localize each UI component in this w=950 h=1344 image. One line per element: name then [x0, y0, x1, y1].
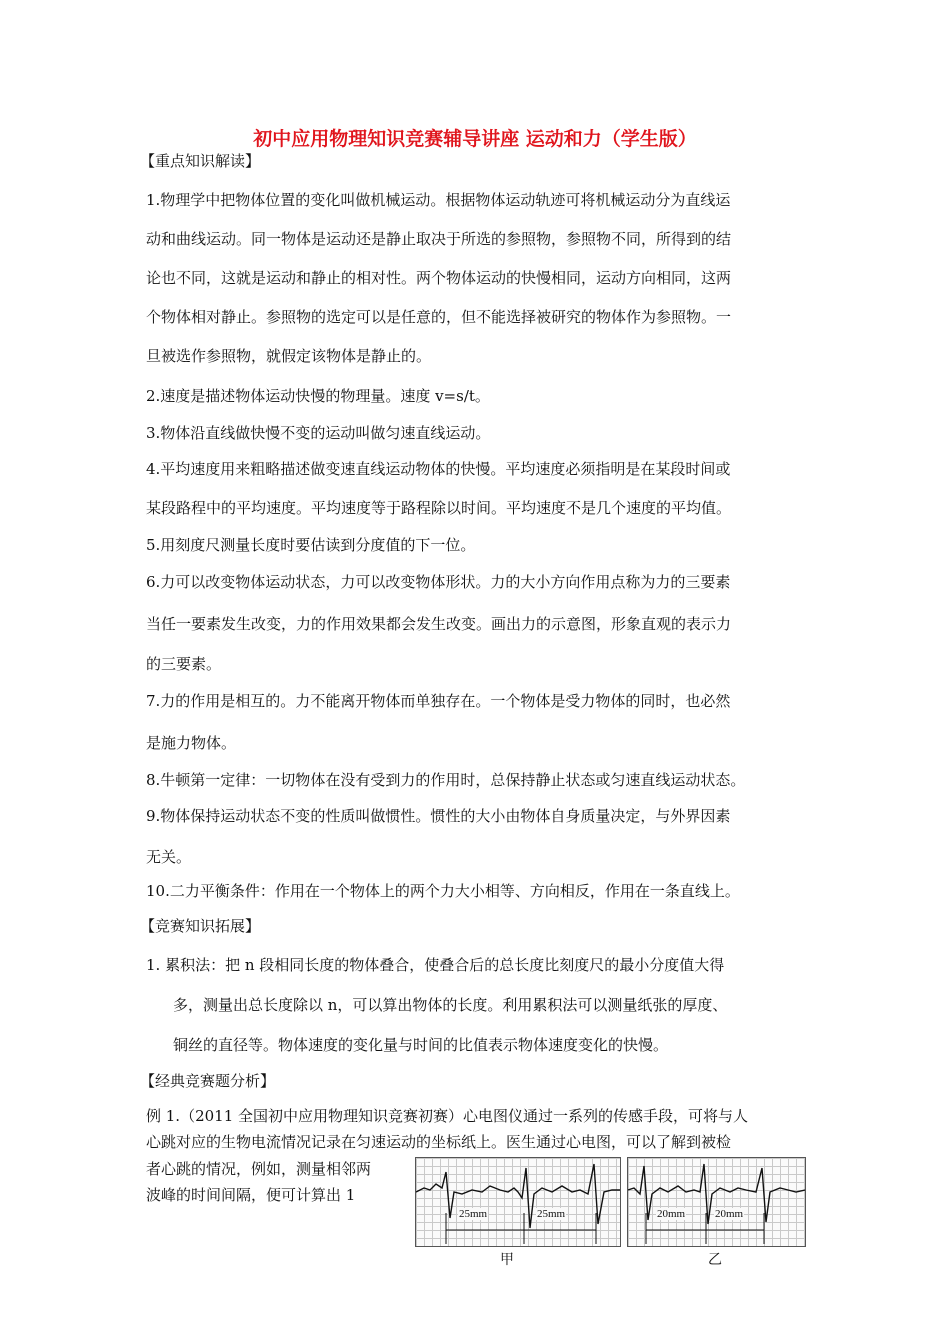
- text-line: 旦被选作参照物，就假定该物体是静止的。: [146, 347, 432, 365]
- section-heading-key-knowledge: 【重点知识解读】: [140, 152, 261, 170]
- text-line: 9.物体保持运动状态不变的性质叫做惯性。惯性的大小由物体自身质量决定，与外界因素: [146, 807, 731, 825]
- text-line: 动和曲线运动。同一物体是运动还是静止取决于所选的参照物，参照物不同，所得到的结: [146, 230, 732, 248]
- text-line: 4.平均速度用来粗略描述做变速直线运动物体的快慢。平均速度必须指明是在某段时间或: [146, 460, 731, 478]
- figure-label-a: 甲: [500, 1252, 514, 1268]
- text-line: 10.二力平衡条件：作用在一个物体上的两个力大小相等、方向相反，作用在一条直线上。: [146, 882, 740, 900]
- section-heading-examples: 【经典竞赛题分析】: [140, 1072, 276, 1090]
- text-line: 心跳对应的生物电流情况记录在匀速运动的坐标纸上。医生通过心电图，可以了解到被检: [146, 1133, 732, 1151]
- figure-label-b: 乙: [708, 1252, 722, 1268]
- text-line: 1.物理学中把物体位置的变化叫做机械运动。根据物体运动轨迹可将机械运动分为直线运: [146, 191, 731, 209]
- ecg-chart-b: [627, 1157, 806, 1247]
- text-line: 2.速度是描述物体运动快慢的物理量。速度 v=s/t。: [146, 387, 490, 405]
- text-line: 6.力可以改变物体运动状态，力可以改变物体形状。力的大小方向作用点称为力的三要素: [146, 573, 731, 591]
- section-heading-extension: 【竞赛知识拓展】: [140, 917, 261, 935]
- text-line: 8.牛顿第一定律：一切物体在没有受到力的作用时，总保持静止状态或匀速直线运动状态。: [146, 771, 746, 789]
- text-line: 某段路程中的平均速度。平均速度等于路程除以时间。平均速度不是几个速度的平均值。: [146, 499, 732, 517]
- text-line: 无关。: [146, 848, 192, 866]
- interval-label: 25mm: [459, 1208, 488, 1220]
- text-line: 3.物体沿直线做快慢不变的运动叫做匀速直线运动。: [146, 424, 491, 442]
- interval-label: 20mm: [657, 1208, 686, 1220]
- interval-label: 25mm: [537, 1208, 566, 1220]
- text-line: 铜丝的直径等。物体速度的变化量与时间的比值表示物体速度变化的快慢。: [173, 1036, 669, 1054]
- text-line: 是施力物体。: [146, 734, 237, 752]
- ecg-chart-a: [415, 1157, 621, 1247]
- ecg-trace-b: [628, 1158, 805, 1246]
- text-line: 例 1.（2011 全国初中应用物理知识竞赛初赛）心电图仪通过一系列的传感手段，可将与人: [146, 1107, 749, 1125]
- interval-label: 20mm: [715, 1208, 744, 1220]
- text-line: 7.力的作用是相互的。力不能离开物体而单独存在。一个物体是受力物体的同时，也必然: [146, 692, 731, 710]
- text-line: 的三要素。: [146, 655, 222, 673]
- text-line: 个物体相对静止。参照物的选定可以是任意的，但不能选择被研究的物体作为参照物。一: [146, 308, 732, 326]
- text-line: 多，测量出总长度除以 n，可以算出物体的长度。利用累积法可以测量纸张的厚度、: [173, 996, 728, 1014]
- document-title: 初中应用物理知识竞赛辅导讲座 运动和力（学生版）: [253, 128, 697, 150]
- ecg-trace-a: [416, 1158, 620, 1246]
- text-line: 波峰的时间间隔，便可计算出 1: [146, 1186, 356, 1204]
- text-line: 论也不同，这就是运动和静止的相对性。两个物体运动的快慢相同，运动方向相同，这两: [146, 269, 732, 287]
- text-line: 5.用刻度尺测量长度时要估读到分度值的下一位。: [146, 536, 476, 554]
- text-line: 者心跳的情况，例如，测量相邻两: [146, 1160, 372, 1178]
- text-line: 1. 累积法：把 n 段相同长度的物体叠合，使叠合后的总长度比刻度尺的最小分度值大得: [146, 956, 725, 974]
- text-line: 当任一要素发生改变，力的作用效果都会发生改变。画出力的示意图，形象直观的表示力: [146, 615, 732, 633]
